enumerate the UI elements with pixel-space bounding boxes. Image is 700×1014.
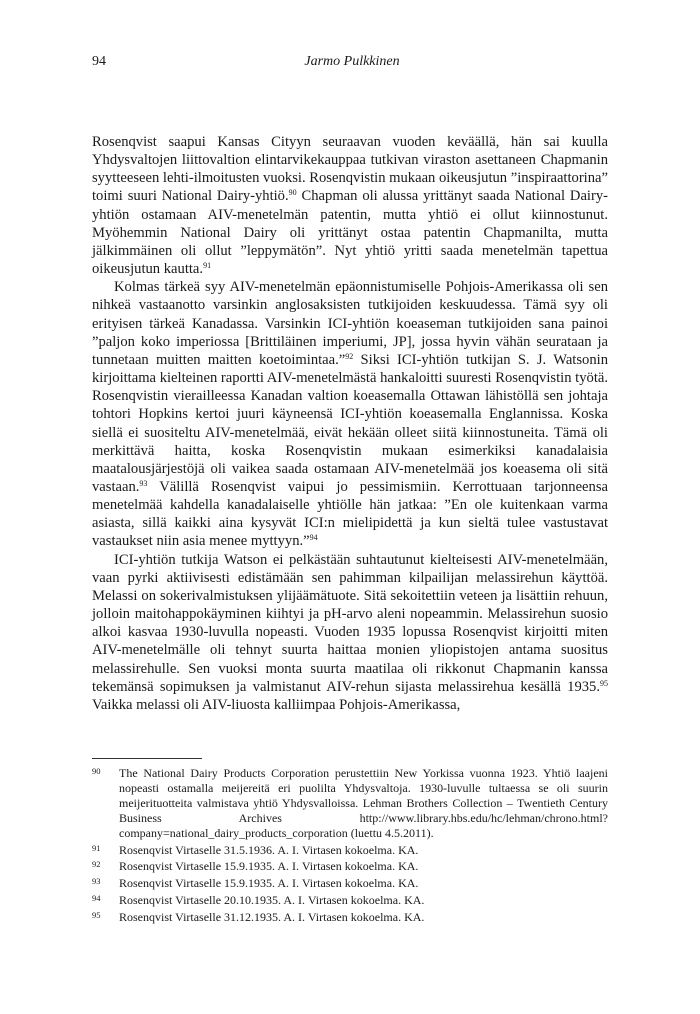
footnote-91 <box>92 843 608 858</box>
footnote-ref-95[interactable]: 95 <box>600 678 608 688</box>
footnote-number: 90 <box>92 766 101 776</box>
footnote-ref-93[interactable]: 93 <box>139 478 148 488</box>
footnote-number: 95 <box>92 910 101 921</box>
footnote-text: Rosenqvist Virtaselle 20.10.1935. A. I. Virtasen kokoelma. KA. <box>119 893 425 908</box>
footnote-text: Rosenqvist Virtaselle 31.12.1935. A. I. Virtasen kokoelma. KA. <box>119 910 425 925</box>
running-header <box>92 54 612 74</box>
footnote-divider <box>92 758 202 759</box>
body-text <box>92 133 608 714</box>
paragraph-2: Kolmas tärkeä syy AIV-menetelmän epäonnistumiselle Pohjois-Amerikassa oli sen nihkeä vastaanotto varsinkin anglosaksisten tutkijoiden keskuudessa. Tämä syy oli erityisen tärkeä Kanadassa. Varsinkin ICI-yhtiön koeaseman tutkijoiden sana painoi ”paljon koko imperiossa [Brittiläinen imperiumi, JP], jossa hyvin vähän seurataan ja tunnetaan muitten maitten koetoimintaa.”$^{92}$ Siksi ICI-yhtiön tutkijan S. J. Watsonin kirjoittama kielteinen raportti AIV-menetelmästä hankaloitti suuresti Rosenqvistin työtä. Rosenqvistin vierailleessa Kanadan valtion koeasemalla Ottawan lähistöllä sen johtaja tohtori Hopkins kertoi juuri käyneensä ICI-yhtiön koeasemalla Englannissa. Koska siellä ei suositeltu AIV-menetelmää, eivät hekään olleet siitä kiinnostuneita. Tämä oli merkittävä haitta, koska Rosenqvistin mukaan esimerkiksi kanadalaisia maatalousjärjestöjä oli vaikea saada ostamaan AIV-menetelmää jos koeasema oli sitä vastaan.$^{93}$ Välillä Rosenqvist vaipui jo pessimismiin. Kerrottuaan tarjonneensa menetelmää kahdella kanadalaiselle yhtiölle hän jatkaa: ”En ole kuitenkaan varma asiasta, sillä kaikki aina kysyvät ICI:n mielipidettä ja kun sieltä tulee vastustavat vastaukset niin asia menee myttyyn.”$^{94}$ <box>92 279 608 550</box>
footnote-ref-91[interactable]: 91 <box>203 261 212 271</box>
footnotes <box>92 766 608 927</box>
footnote-92 <box>92 859 608 874</box>
footnote-text: The National Dairy Products Corporation perustettiin New Yorkissa vuonna 1923. Yhtiö laajeni nopeasti ostamalla meijereitä eri puolilta Yhdysvaltoja. 1930-luvulle tultaessa se oli suurin meijerituotteita valmistava yhtiö Yhdysvalloissa. Lehman Brothers Collection – Twentieth Century Business Archives http://www.library.hbs.edu/hc/lehman/chrono.html?company=national_dairy_products_corporation (luettu 4.5.2011). <box>119 766 608 840</box>
footnote-94 <box>92 893 608 908</box>
footnote-number: 91 <box>92 842 101 853</box>
footnote-number: 92 <box>92 859 101 870</box>
footnote-number: 94 <box>92 893 101 904</box>
page-number: 94 <box>92 54 106 69</box>
footnote-number: 93 <box>92 876 101 887</box>
footnote-ref-90[interactable]: 90 <box>288 188 297 198</box>
footnote-95 <box>92 910 608 925</box>
running-title-author: Jarmo Pulkkinen <box>304 54 400 69</box>
footnote-ref-92[interactable]: 92 <box>345 351 354 361</box>
paragraph-1: Rosenqvist saapui Kansas Cityyn seuraavan vuoden keväällä, hän sai kuulla Yhdysvaltojen liittovaltion elintarvikekauppaa tutkivan viraston asettaneen Chapmanin syytteeseen lehti-ilmoitusten vuoksi. Rosenqvistin mukaan oikeusjutun ”inspiraattorina” toimi suuri National Dairy-yhtiö.$^{90}$ Chapman oli alussa yrittänyt saada National Dairy-yhtiön ostamaan AIV-menetelmän patentin, mutta yhtiö ei ollut kiinnostunut. Myöhemmin National Dairy oli yrittänyt ostaa patentin Chapmanilta, mutta jälkimmäinen oli ollut ”leppymätön”. Nyt yhtiö yritti saada menetelmän tapettua oikeusjutun kautta.$^{91}$ <box>92 134 608 278</box>
footnote-93 <box>92 876 608 891</box>
footnote-text: Rosenqvist Virtaselle 15.9.1935. A. I. Virtasen kokoelma. KA. <box>119 876 419 891</box>
footnote-text: Rosenqvist Virtaselle 31.5.1936. A. I. Virtasen kokoelma. KA. <box>119 842 419 857</box>
paragraph-3: ICI-yhtiön tutkija Watson ei pelkästään suhtautunut kielteisesti AIV-menetelmään, vaan pyrki aktiivisesti edistämään sen pahimman kilpailijan melassirehun käyttöä. Melassi on sokerivalmistuksen ylijäämätuote. Sitä sekoitettiin veteen ja lisättiin rehuun, jolloin maitohappokäyminen kiihtyi ja pH-arvo aleni nopeammin. Melassirehun suosio alkoi kasvaa 1930-luvulla nopeasti. Vuoden 1935 lopussa Rosenqvist kirjoitti miten AIV-menetelmälle oli tehnyt suurta haittaa monien yliopistojen antama suositus melassirehulle. Sen vuoksi monta suurta maatilaa oli rikkonut Chapmanin kanssa tekemänsä sopimuksen ja valmistanut AIV-rehun sijasta melassirehua kesällä 1935.95 Vaikka melassi oli AIV-liuosta kalliimpaa Pohjois-Amerikassa, <box>92 551 608 713</box>
footnote-ref-94[interactable]: 94 <box>309 533 318 543</box>
footnote-90 <box>92 766 608 841</box>
footnote-text: Rosenqvist Virtaselle 15.9.1935. A. I. Virtasen kokoelma. KA. <box>119 859 419 874</box>
